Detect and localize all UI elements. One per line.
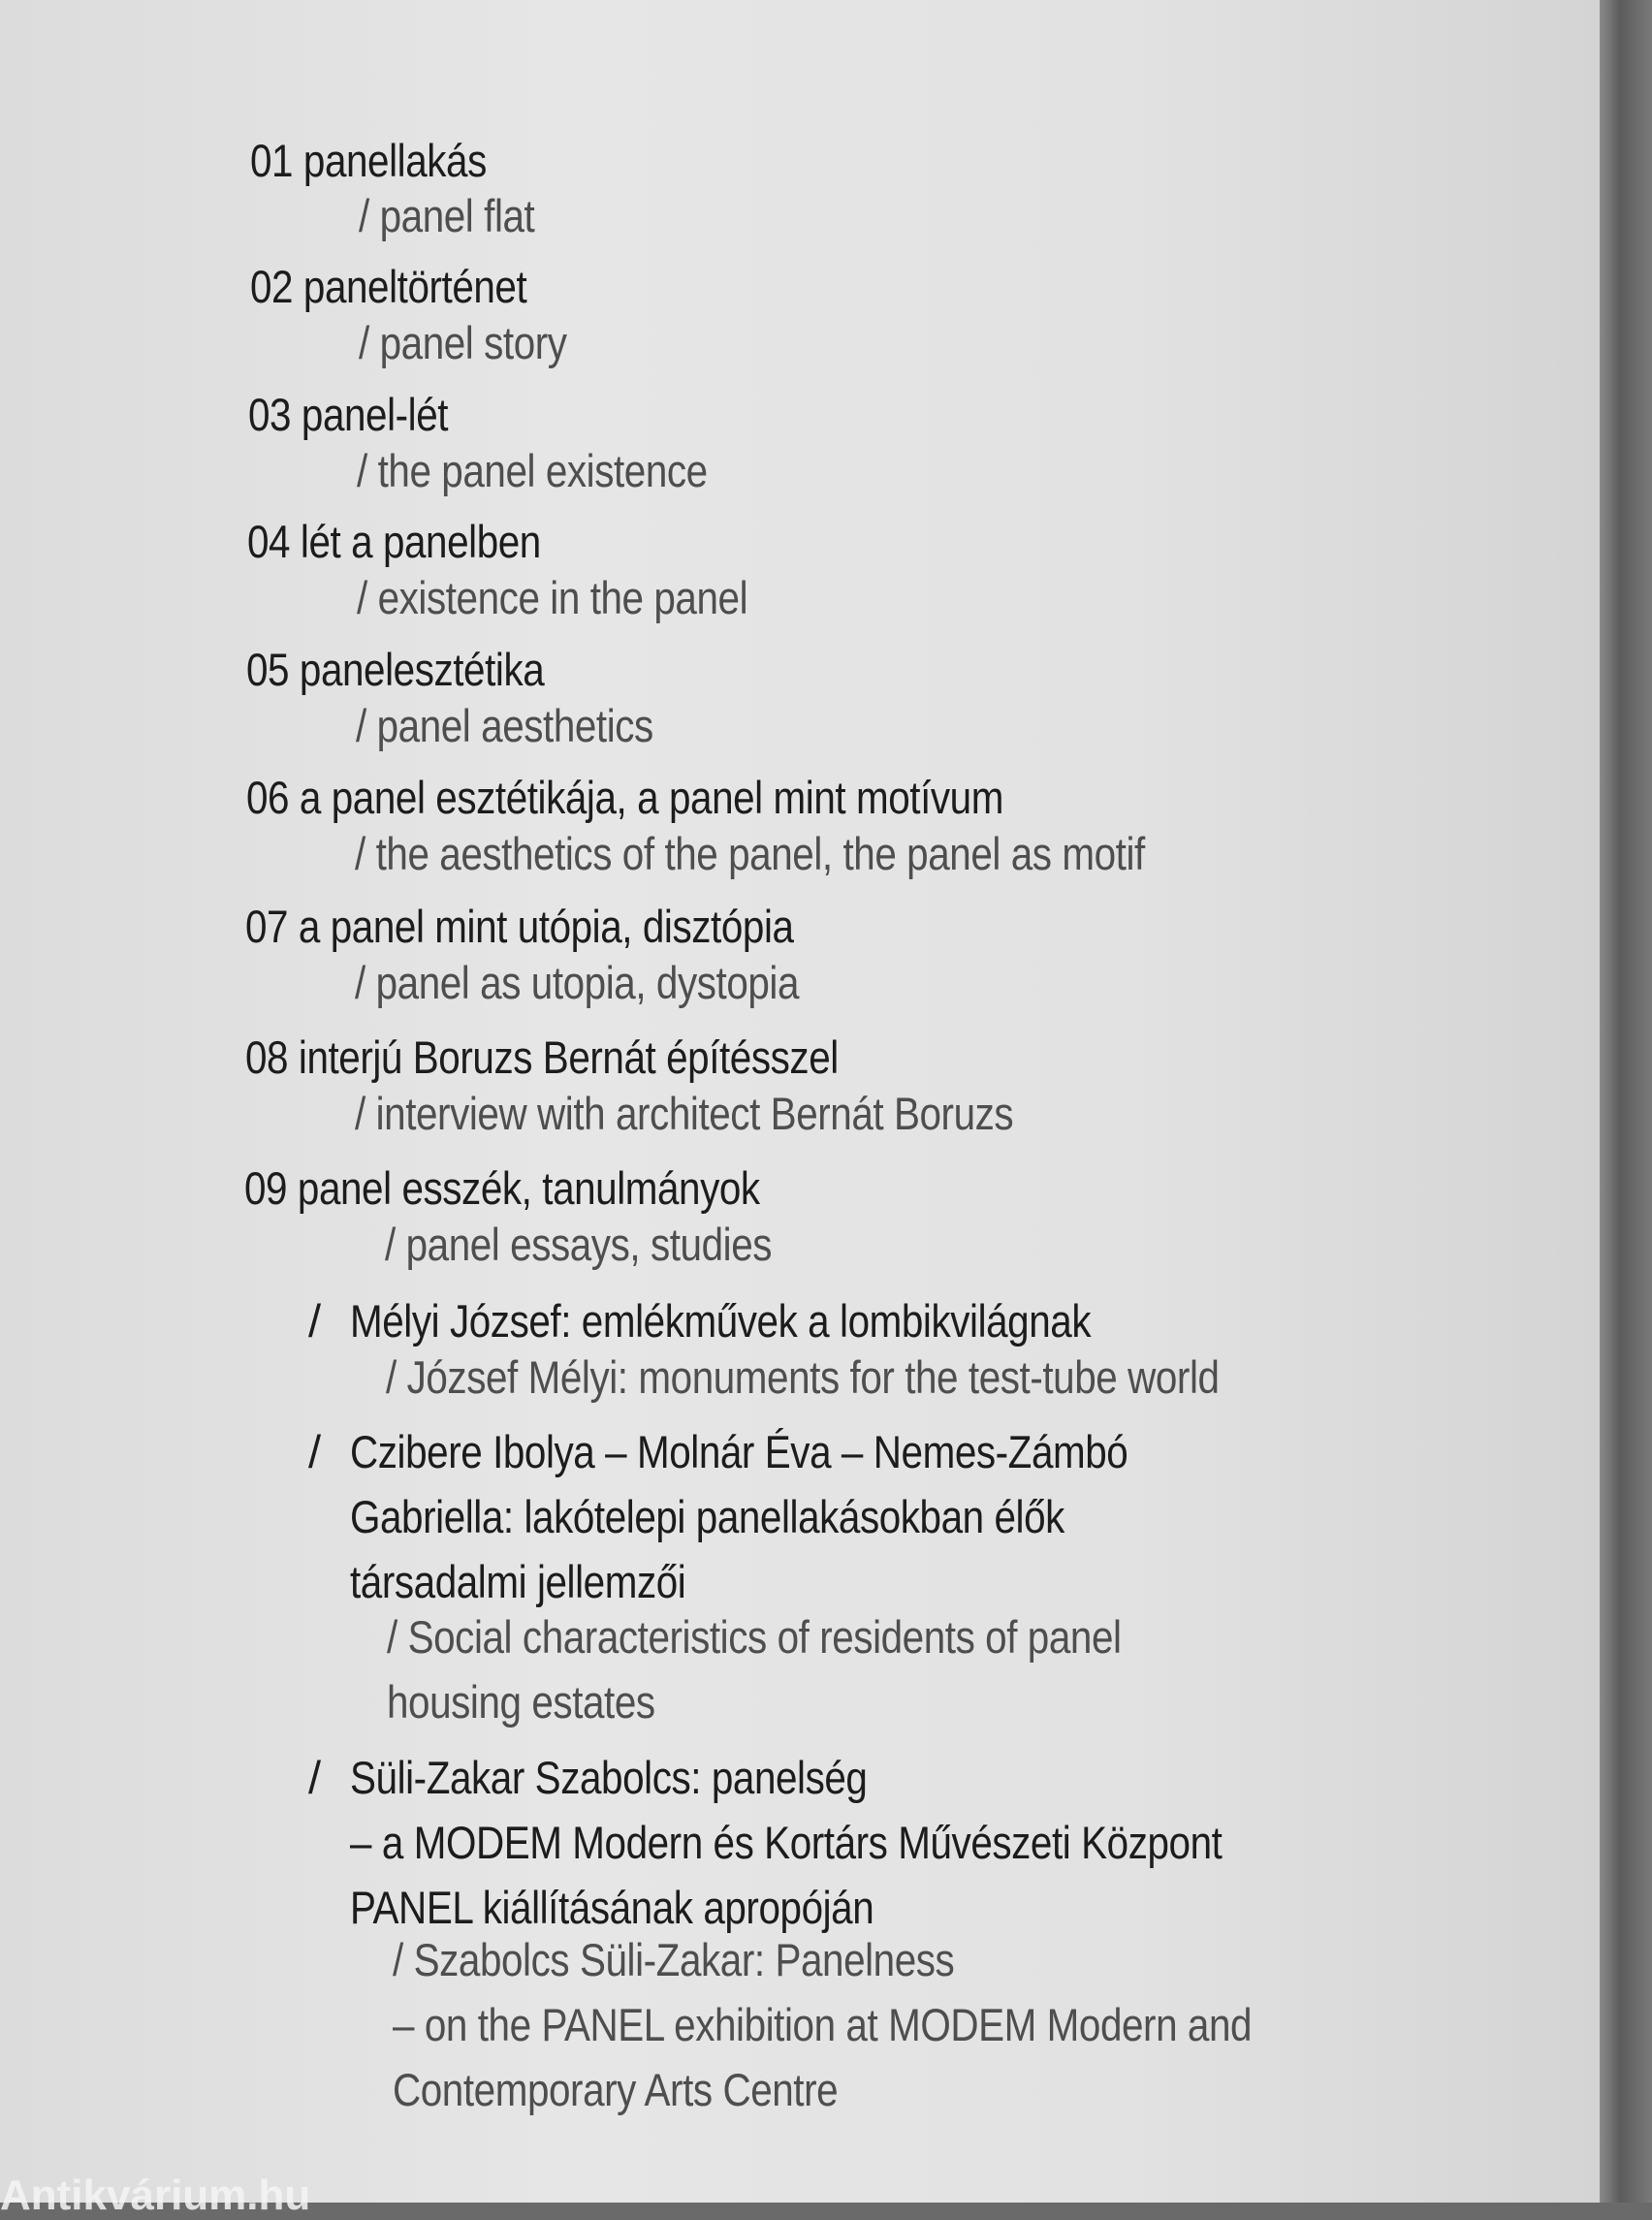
toc-entry-04	[247, 515, 588, 569]
essay-1-title-hu	[350, 1294, 1212, 1348]
entry-title-hu: 01 panellakás	[250, 135, 487, 186]
toc-entry-08-en	[355, 1087, 1121, 1141]
essay-line: Gabriella: lakótelepi panellakásokban élők	[350, 1491, 1064, 1542]
essay-line: – a MODEM Modern és Kortárs Művészeti Központ	[350, 1817, 1223, 1868]
essay-line: / Szabolcs Süli-Zakar: Panelness	[393, 1934, 955, 1985]
entry-title-hu: 05 panelesztétika	[246, 644, 545, 695]
toc-entry-02-en	[359, 316, 601, 370]
essay-line: – on the PANEL exhibition at MODEM Modern and	[393, 1999, 1253, 2050]
entry-title-en: / panel as utopia, dystopia	[355, 957, 800, 1008]
entry-title-hu: 09 panel esszék, tanulmányok	[244, 1162, 760, 1214]
toc-entry-08	[245, 1031, 935, 1085]
entry-title-hu: 02 paneltörténet	[250, 261, 527, 312]
essay-line: / Social characteristics of residents of panel	[387, 1611, 1122, 1663]
essay-1-title-en	[386, 1350, 1354, 1405]
essay-marker: /	[308, 1752, 322, 1803]
essay-3-title-hu	[350, 1751, 1364, 1935]
entry-title-en: / the aesthetics of the panel, the panel as motif	[355, 828, 1145, 879]
essay-line: PANEL kiállításának apropóján	[350, 1882, 874, 1933]
essay-2-title-en	[387, 1610, 1241, 1729]
entry-title-hu: 08 interjú Boruzs Bernát építésszel	[245, 1031, 839, 1083]
essay-line: Contemporary Arts Centre	[393, 2064, 839, 2115]
essay-marker: /	[308, 1295, 322, 1347]
toc-entry-01	[250, 134, 525, 188]
essay-2-title-hu	[350, 1425, 1255, 1609]
toc-entry-09	[244, 1161, 843, 1216]
entry-title-hu: 03 panel-lét	[248, 389, 449, 440]
entry-title-en: / existence in the panel	[357, 572, 748, 623]
watermark: Antikvárium.hu	[0, 2172, 311, 2219]
entry-title-hu: 04 lét a panelben	[247, 516, 541, 567]
essay-3-title-en	[393, 1933, 1391, 2117]
toc-entry-05	[246, 643, 592, 697]
entry-title-en: / panel story	[359, 317, 567, 368]
essay-line: / József Mélyi: monuments for the test-tube world	[386, 1351, 1220, 1403]
toc-entry-06-en	[355, 827, 1273, 881]
toc-entry-01-en	[359, 189, 563, 243]
entry-title-en: / interview with architect Bernát Boruzs	[355, 1088, 1014, 1139]
essay-marker: /	[308, 1426, 322, 1477]
toc-entry-03-en	[357, 444, 765, 498]
toc-entry-06	[246, 771, 1127, 825]
toc-entry-03	[248, 388, 481, 442]
toc-entry-05-en	[356, 699, 702, 753]
toc-entry-04-en	[357, 571, 811, 625]
essay-line: Czibere Ibolya – Molnár Éva – Nemes-Zámbó	[350, 1426, 1128, 1477]
entry-title-hu: 07 a panel mint utópia, disztópia	[245, 901, 794, 952]
entry-title-hu: 06 a panel esztétikája, a panel mint motívum	[246, 772, 1003, 823]
entry-title-en: / panel flat	[359, 190, 535, 241]
essay-line: Mélyi József: emlékművek a lombikvilágnak	[350, 1295, 1092, 1347]
essay-line: Süli-Zakar Szabolcs: panelség	[350, 1752, 868, 1803]
toc-entry-02	[250, 260, 572, 314]
toc-entry-09-en	[385, 1218, 835, 1272]
essay-line: housing estates	[387, 1676, 655, 1728]
page-edge-shadow	[1600, 0, 1652, 2203]
entry-title-en: / panel essays, studies	[385, 1219, 773, 1270]
essay-line: társadalmi jellemzői	[350, 1556, 686, 1607]
entry-title-en: / panel aesthetics	[356, 700, 653, 751]
toc-entry-07	[245, 900, 883, 954]
entry-title-en: / the panel existence	[357, 445, 708, 496]
toc-entry-07-en	[355, 956, 872, 1010]
